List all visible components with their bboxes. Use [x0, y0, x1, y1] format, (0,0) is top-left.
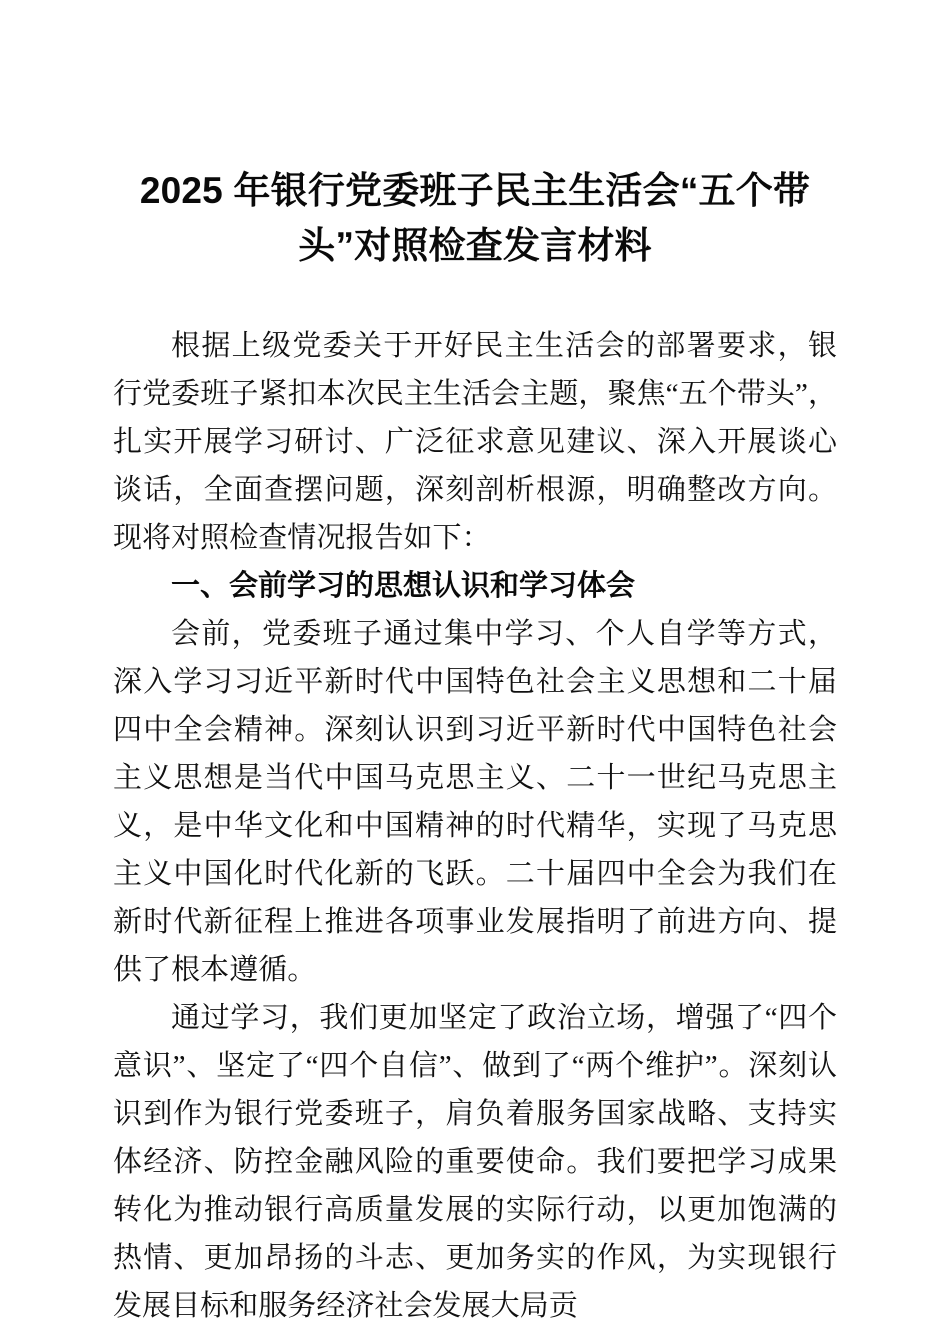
- document-title-line-2: 头”对照检查发言材料: [298, 225, 652, 266]
- document-title: [113, 0, 837, 273]
- intro-paragraph: 根据上级党委关于开好民主生活会的部署要求，银行党委班子紧扣本次民主生活会主题，聚焦“五个带头”，扎实开展学习研讨、广泛征求意见建议、深入开展谈心谈话，全面查摆问题，深刻剖析根源，明确整改方向。现将对照检查情况报告如下：: [113, 330, 837, 554]
- document-title-line-1: 2025 年银行党委班子民主生活会“五个带: [139, 170, 811, 211]
- document-content-column: [113, 0, 837, 1330]
- section-1-paragraph-1: 会前，党委班子通过集中学习、个人自学等方式，深入学习习近平新时代中国特色社会主义思想和二十届四中全会精神。深刻认识到习近平新时代中国特色社会主义思想是当代中国马克思主义、二十一世纪马克思主义，是中华文化和中国精神的时代精华，实现了马克思主义中国化时代化新的飞跃。二十届四中全会为我们在新时代新征程上推进各项事业发展指明了前进方向、提供了根本遵循。: [113, 618, 837, 986]
- section-heading-1: 一、会前学习的思想认识和学习体会: [171, 570, 636, 602]
- section-1-paragraph-2: 通过学习，我们更加坚定了政治立场，增强了“四个意识”、坚定了“四个自信”、做到了“两个维护”。深刻认识到作为银行党委班子，肩负着服务国家战略、支持实体经济、防控金融风险的重要使命。我们要把学习成果转化为推动银行高质量发展的实际行动，以更加饱满的热情、更加昂扬的斗志、更加务实的作风，为实现银行发展目标和服务经济社会发展大局贡: [113, 1002, 837, 1322]
